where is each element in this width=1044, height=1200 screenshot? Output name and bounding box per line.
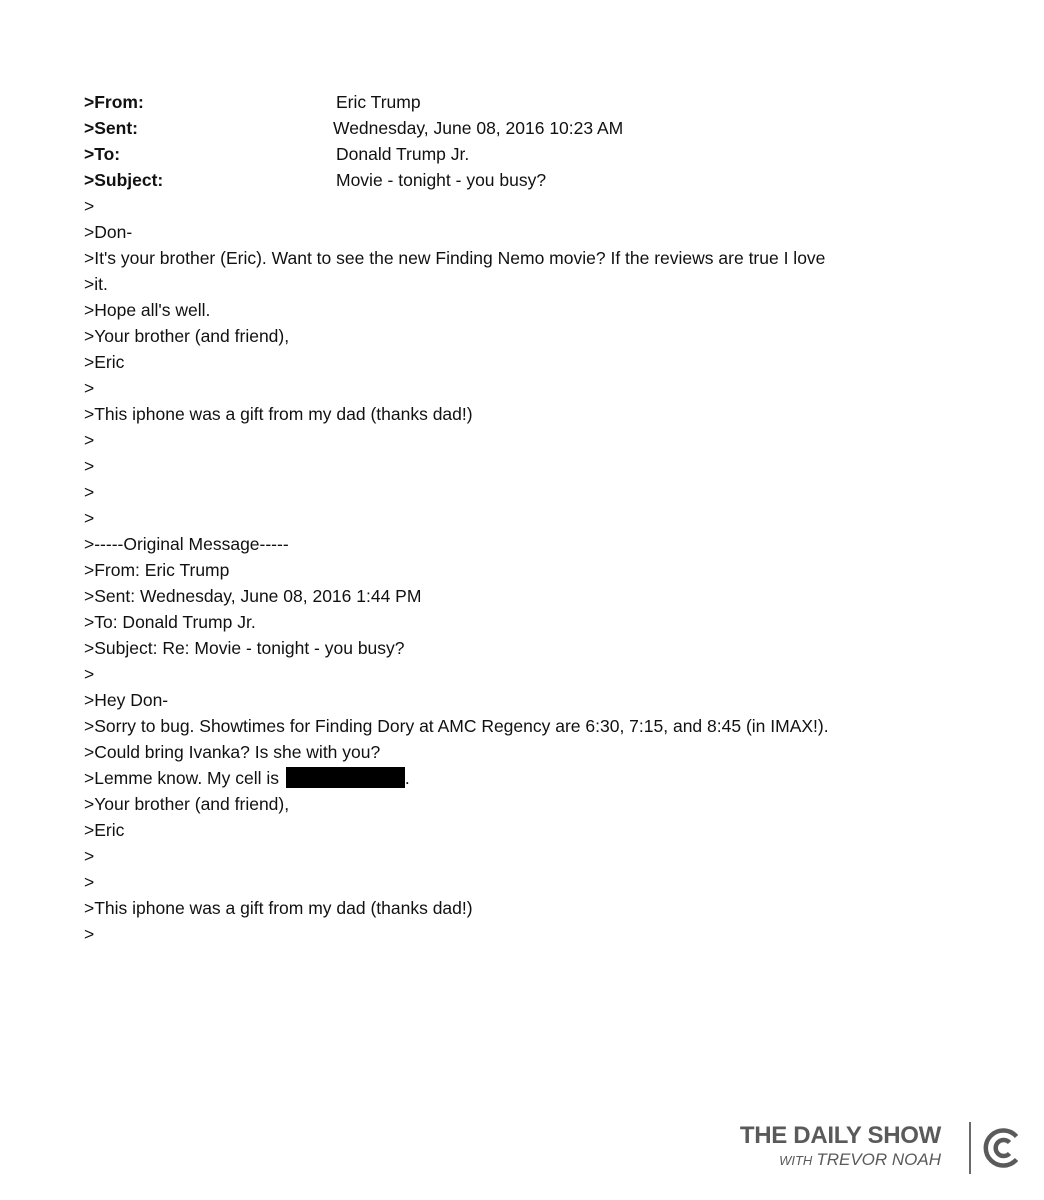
body-line: > (84, 196, 95, 216)
logo-with: WITH (779, 1153, 813, 1168)
body-line: > (84, 872, 95, 892)
iphone-line: >This iphone was a gift from my dad (thanks dad!) (84, 898, 473, 918)
body-line: > (84, 664, 95, 684)
original-to: >To: Donald Trump Jr. (84, 612, 256, 632)
to-value: Donald Trump Jr. (336, 144, 470, 164)
header-subject-row (84, 167, 984, 193)
comedy-central-icon (981, 1126, 1025, 1170)
original-subject: >Subject: Re: Movie - tonight - you busy? (84, 638, 405, 658)
original-from: >From: Eric Trump (84, 560, 230, 580)
email-document (84, 89, 984, 947)
logo-text (740, 1122, 941, 1171)
cell-suffix: . (404, 768, 410, 788)
from-label: >From: (84, 92, 144, 112)
body-line: > (84, 508, 95, 528)
body-line: >It's your brother (Eric). Want to see the new Finding Nemo movie? If the reviews are true I love (84, 248, 826, 268)
header-sent-row (84, 115, 984, 141)
header-to-row (84, 141, 984, 167)
body-line: > (84, 378, 95, 398)
logo-host: TREVOR NOAH (816, 1150, 941, 1169)
original-message-divider: >-----Original Message----- (84, 534, 289, 554)
body-line: > (84, 430, 95, 450)
logo-title: THE DAILY SHOW (739, 1122, 941, 1149)
body-line: >This iphone was a gift from my dad (thanks dad!) (84, 404, 473, 424)
body-line: > (84, 924, 95, 944)
to-label: >To: (84, 144, 121, 164)
body-line: > (84, 846, 95, 866)
body-line: >it. (84, 274, 108, 294)
sent-value: Wednesday, June 08, 2016 10:23 AM (333, 118, 624, 138)
body-line: >Your brother (and friend), (84, 326, 290, 346)
body-line: >Eric (84, 352, 125, 372)
body-line: >Don- (84, 222, 133, 242)
daily-show-logo (735, 1122, 1025, 1174)
logo-divider (969, 1122, 971, 1174)
sent-label: >Sent: (84, 118, 138, 138)
name-line: >Eric (84, 820, 125, 840)
redacted-phone-number (286, 767, 405, 788)
signoff-line: >Your brother (and friend), (84, 794, 290, 814)
logo-subtitle (740, 1150, 941, 1171)
cell-line (84, 765, 984, 791)
subject-value: Movie - tonight - you busy? (336, 170, 547, 190)
ivanka-line: >Could bring Ivanka? Is she with you? (84, 742, 381, 762)
subject-label: >Subject: (84, 170, 164, 190)
body-line: > (84, 456, 95, 476)
from-value: Eric Trump (336, 92, 421, 112)
showtimes-line: >Sorry to bug. Showtimes for Finding Dory at AMC Regency are 6:30, 7:15, and 8:45 (in IMAX!). (84, 716, 829, 736)
original-sent: >Sent: Wednesday, June 08, 2016 1:44 PM (84, 586, 422, 606)
body-line: > (84, 482, 95, 502)
header-from-row (84, 89, 984, 115)
greeting-line: >Hey Don- (84, 690, 169, 710)
body-line: >Hope all's well. (84, 300, 211, 320)
cell-prefix: >Lemme know. My cell is (84, 768, 279, 788)
